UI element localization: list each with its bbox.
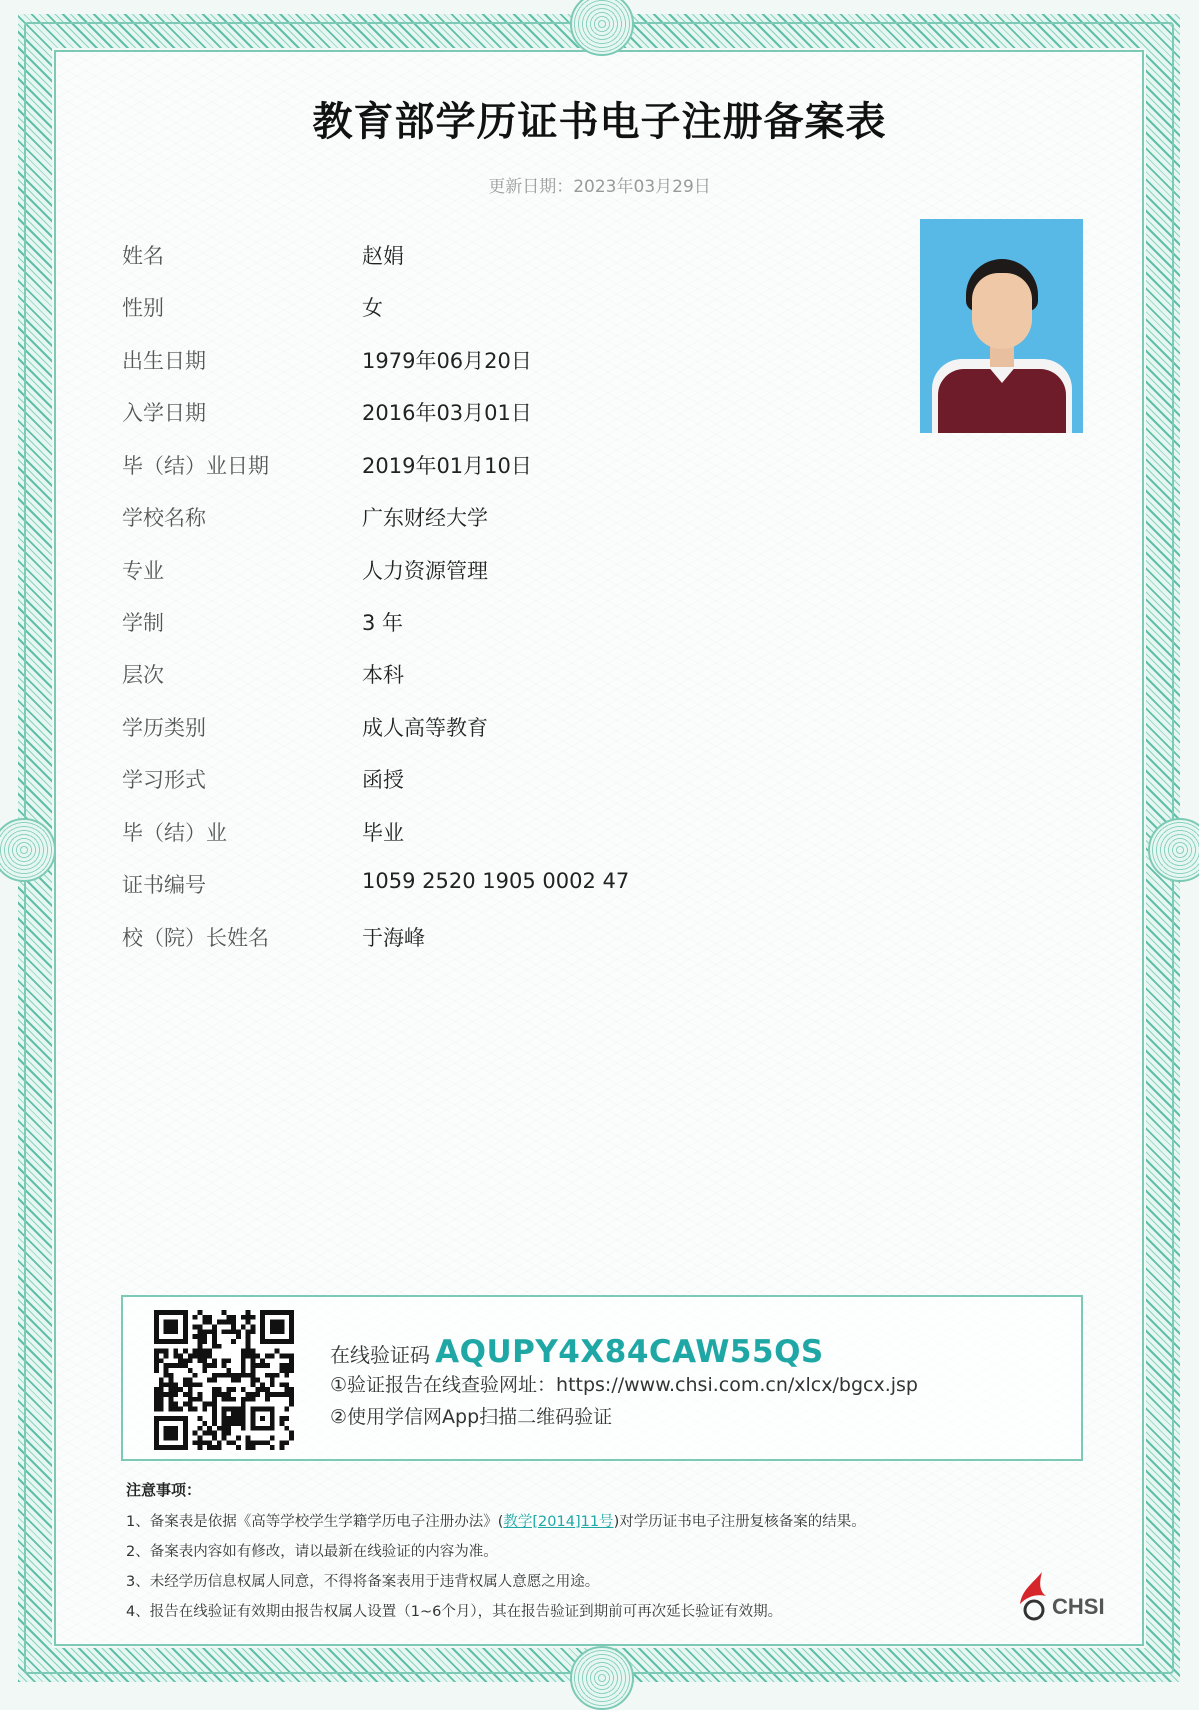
field-value: 本科 [362, 663, 404, 687]
verify-code-line [330, 1334, 824, 1370]
chsi-logo-icon [1012, 1570, 1108, 1622]
field-value: 函授 [362, 768, 404, 792]
field-label: 学制 [122, 611, 164, 635]
field-value: 2019年01月10日 [362, 454, 532, 478]
field-label: 层次 [122, 663, 164, 687]
chsi-logo-text: CHSI [1052, 1594, 1105, 1619]
verify-code-value[interactable]: AQUPY4X84CAW55QS [435, 1334, 824, 1370]
note-item: 3、未经学历信息权属人同意，不得将备案表用于违背权属人意愿之用途。 [126, 1574, 600, 1590]
id-photo [920, 219, 1083, 433]
field-label: 入学日期 [122, 401, 206, 425]
field-label: 学校名称 [122, 506, 206, 530]
field-value: 广东财经大学 [362, 506, 488, 530]
note-item [126, 1510, 866, 1531]
field-label: 证书编号 [122, 873, 206, 897]
ornament-bottom [570, 1646, 634, 1710]
field-label: 学习形式 [122, 768, 206, 792]
page-title: 教育部学历证书电子注册备案表 [312, 99, 887, 145]
field-value: 1059 2520 1905 0002 47 [362, 869, 630, 893]
field-value: 于海峰 [362, 926, 425, 950]
notes-title: 注意事项： [126, 1481, 202, 1499]
field-value: 赵娟 [362, 244, 404, 268]
field-label: 毕（结）业日期 [122, 454, 269, 478]
field-label: 出生日期 [122, 349, 206, 373]
verify-url-hint[interactable]: ①验证报告在线查验网址：https://www.chsi.com.cn/xlcx/bgcx.jsp [330, 1374, 918, 1396]
update-date: 更新日期：2023年03月29日 [488, 177, 711, 197]
qr-code-icon[interactable] [154, 1310, 294, 1450]
field-label: 性别 [122, 296, 164, 320]
note-text: 1、备案表是依据《高等学校学生学籍学历电子注册办法》( [126, 1514, 504, 1530]
field-label: 毕（结）业 [122, 821, 227, 845]
field-value: 2016年03月01日 [362, 401, 532, 425]
verify-app-hint: ②使用学信网App扫描二维码验证 [330, 1406, 613, 1428]
verify-code-label: 在线验证码 [330, 1343, 430, 1367]
note-text: )对学历证书电子注册复核备案的结果。 [613, 1514, 866, 1530]
field-value: 1979年06月20日 [362, 349, 532, 373]
note-item: 2、备案表内容如有修改，请以最新在线验证的内容为准。 [126, 1544, 498, 1560]
chsi-bird-icon [1012, 1570, 1052, 1622]
note-item: 4、报告在线验证有效期由报告权属人设置（1~6个月），其在报告验证到期前可再次延长验证有效期。 [126, 1604, 783, 1620]
field-value: 毕业 [362, 821, 404, 845]
field-value: 成人高等教育 [362, 716, 488, 740]
field-label: 专业 [122, 559, 164, 583]
field-value: 人力资源管理 [362, 559, 488, 583]
field-label: 校（院）长姓名 [122, 926, 269, 950]
field-value: 女 [362, 296, 383, 320]
field-label: 学历类别 [122, 716, 206, 740]
field-label: 姓名 [122, 244, 164, 268]
field-value: 3 年 [362, 611, 404, 635]
regulation-link[interactable]: 教学[2014]11号 [503, 1514, 614, 1530]
